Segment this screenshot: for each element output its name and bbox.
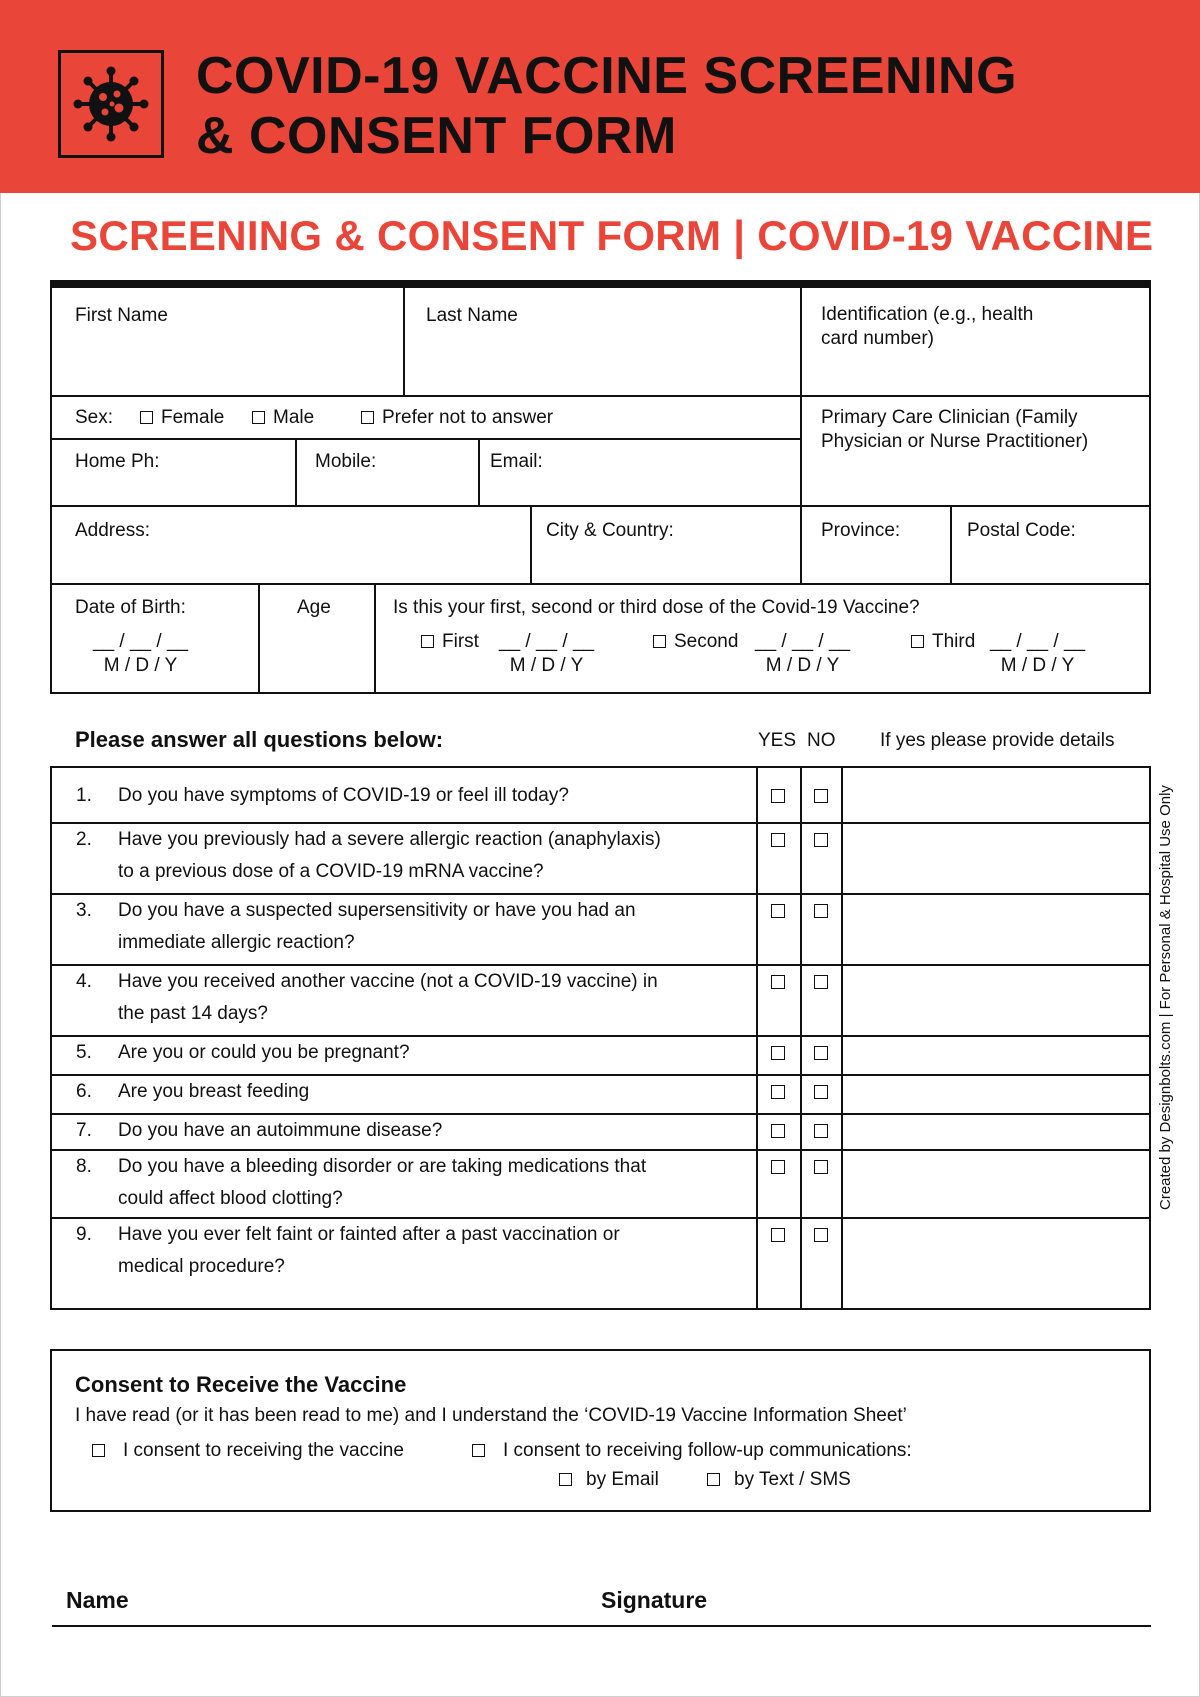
grid-line [50,505,1151,507]
grid-line [50,395,1151,397]
question-number: 1. [76,785,92,806]
sex-label: Sex: [75,407,114,428]
date-format: M / D / Y [103,655,178,676]
yes-checkbox[interactable] [771,1085,785,1099]
dose-third-checkbox[interactable] [911,635,924,648]
question-text-line1: Have you ever felt faint or fainted after a past vaccination or [118,1224,620,1245]
yes-checkbox[interactable] [771,833,785,847]
grid-line [258,583,260,692]
no-checkbox[interactable] [814,904,828,918]
grid-line [800,288,802,583]
sex-option-prefer-not[interactable] [361,406,553,430]
yes-checkbox[interactable] [771,1228,785,1242]
city-country-label: City & Country: [546,520,674,541]
grid-line [841,766,843,1310]
by-email-checkbox[interactable] [559,1473,572,1486]
sex-option-label: Male [273,407,315,428]
question-text-line1: Do you have a suspected supersensitivity or have you had an [118,900,636,921]
question-number: 2. [76,829,92,850]
grid-line [50,583,1151,585]
sex-option-label: Female [161,407,225,428]
grid-line [50,692,1151,694]
no-checkbox[interactable] [814,975,828,989]
consent-vaccine-label: I consent to receiving the vaccine [123,1440,404,1461]
no-checkbox[interactable] [814,1085,828,1099]
question-text-line2: the past 14 days? [118,1003,268,1024]
female-checkbox[interactable] [140,411,153,424]
logo [58,50,164,158]
primary-care-label-line2: Physician or Nurse Practitioner) [821,431,1089,452]
dose-third-option[interactable] [911,630,975,654]
question-number: 6. [76,1081,92,1102]
no-checkbox[interactable] [814,1160,828,1174]
primary-care-field[interactable] [802,456,1148,504]
dose-label: Third [932,631,976,652]
consent-vaccine-checkbox[interactable] [92,1444,105,1457]
no-checkbox[interactable] [814,1046,828,1060]
grid-line [50,1308,1151,1310]
dose-first-date[interactable] [499,630,594,678]
dob-date[interactable] [93,630,188,678]
email-label: Email: [490,451,543,472]
age-label: Age [297,597,331,618]
details-field[interactable] [844,1219,1148,1308]
yes-checkbox[interactable] [771,1124,785,1138]
dose-first-checkbox[interactable] [421,635,434,648]
question-text-line1: Are you or could you be pregnant? [118,1042,410,1063]
details-field[interactable] [844,1037,1148,1074]
first-name-label: First Name [75,305,168,326]
details-field[interactable] [844,1115,1148,1149]
details-field[interactable] [844,824,1148,893]
dose-first-option[interactable] [421,630,479,654]
question-text-line2: to a previous dose of a COVID-19 mRNA vaccine? [118,861,544,882]
date-blank: __ / __ / __ [93,631,189,652]
grid-line [1149,766,1151,1310]
consent-followup-option[interactable] [472,1439,912,1463]
dose-third-date[interactable] [990,630,1085,678]
question-text-line2: immediate allergic reaction? [118,932,355,953]
date-format: M / D / Y [509,655,584,676]
details-field[interactable] [844,1076,1148,1113]
consent-followup-label: I consent to receiving follow-up communications: [503,1440,912,1461]
question-text [118,1037,738,1069]
province-field[interactable] [802,545,948,581]
name-label: Name [66,1587,129,1613]
grid-line [1149,280,1151,694]
dose-label: Second [674,631,739,652]
question-number: 8. [76,1156,92,1177]
question-number: 5. [76,1042,92,1063]
no-checkbox[interactable] [814,789,828,803]
question-text [118,895,738,959]
dose-second-checkbox[interactable] [653,635,666,648]
question-text [118,1219,738,1283]
date-blank: __ / __ / __ [755,631,851,652]
question-text [118,1151,738,1215]
question-text-line1: Have you received another vaccine (not a COVID-19 vaccine) in [118,971,658,992]
details-field[interactable] [844,966,1148,1035]
question-text-line1: Do you have an autoimmune disease? [118,1120,443,1141]
home-phone-field[interactable] [160,442,293,502]
grid-line [800,766,802,1310]
grid-line [295,438,297,505]
male-checkbox[interactable] [252,411,265,424]
address-field[interactable] [52,545,528,581]
question-text [118,1115,738,1147]
dose-second-date[interactable] [755,630,850,678]
postal-code-field[interactable] [952,545,1148,581]
header-banner [0,0,1200,193]
question-text-line2: medical procedure? [118,1256,285,1277]
province-label: Province: [821,520,901,541]
sex-option-female[interactable] [140,406,224,430]
yes-checkbox[interactable] [771,975,785,989]
by-email-label: by Email [586,1469,659,1490]
question-number: 3. [76,900,92,921]
virus-icon [73,65,149,143]
question-text-line2: could affect blood clotting? [118,1188,343,1209]
sex-option-male[interactable] [252,406,314,430]
grid-line [756,766,758,1310]
question-number: 4. [76,971,92,992]
details-field[interactable] [844,1151,1148,1217]
no-checkbox[interactable] [814,1228,828,1242]
header-title-line2: & CONSENT FORM [196,107,677,165]
mobile-label: Mobile: [315,451,377,472]
question-text [118,1076,738,1108]
side-credit: Created by Designbolts.com | For Personal & Hospital Use Only [1157,785,1174,1210]
by-text-label: by Text / SMS [734,1469,851,1490]
last-name-field[interactable] [405,330,799,394]
identification-label-line1: Identification (e.g., health [821,304,1034,325]
yes-checkbox[interactable] [771,904,785,918]
age-field[interactable] [262,622,372,690]
details-field[interactable] [844,895,1148,964]
date-blank: __ / __ / __ [499,631,595,652]
yes-column-header: YES [758,730,797,751]
identification-label-line2: card number) [821,328,934,349]
no-checkbox[interactable] [814,1124,828,1138]
sex-option-label: Prefer not to answer [382,407,554,428]
primary-care-label-line1: Primary Care Clinician (Family [821,407,1078,428]
by-text-checkbox[interactable] [707,1473,720,1486]
name-signature-line[interactable] [52,1625,1151,1627]
details-column-header: If yes please provide details [880,730,1115,751]
consent-followup-checkbox[interactable] [472,1444,485,1457]
by-email-option[interactable] [559,1468,659,1492]
grid-line [50,438,801,440]
question-text-line1: Are you breast feeding [118,1081,310,1102]
question-text [118,824,738,888]
date-format: M / D / Y [765,655,840,676]
question-text [118,966,738,1030]
identification-field[interactable] [802,352,1148,394]
postal-code-label: Postal Code: [967,520,1076,541]
grid-line [374,583,376,692]
city-country-field[interactable] [532,545,798,581]
by-text-option[interactable] [707,1468,851,1492]
question-number: 7. [76,1120,92,1141]
questions-heading: Please answer all questions below: [75,727,444,752]
question-text-line1: Do you have a bleeding disorder or are taking medications that [118,1156,647,1177]
question-text-line1: Do you have symptoms of COVID-19 or feel ill today? [118,785,569,806]
consent-vaccine-option[interactable] [92,1439,404,1463]
grid-line [50,766,52,1310]
home-phone-label: Home Ph: [75,451,160,472]
table-top-bar [50,280,1151,288]
signature-label: Signature [601,1587,708,1613]
question-text-line1: Have you previously had a severe allergic reaction (anaphylaxis) [118,829,661,850]
header-title [196,46,1017,166]
address-label: Address: [75,520,150,541]
date-blank: __ / __ / __ [990,631,1086,652]
no-column-header: NO [807,730,836,751]
details-field[interactable] [844,768,1148,822]
yes-checkbox[interactable] [771,789,785,803]
question-text [118,780,738,812]
question-number: 9. [76,1224,92,1245]
yes-checkbox[interactable] [771,1160,785,1174]
dose-question: Is this your first, second or third dose of the Covid-19 Vaccine? [393,597,920,618]
mobile-field[interactable] [385,442,476,502]
grid-line [478,438,480,505]
consent-title: Consent to Receive the Vaccine [75,1372,407,1397]
dob-label: Date of Birth: [75,597,186,618]
consent-statement: I have read (or it has been read to me) and I understand the ‘COVID-19 Vaccine Information Sheet’ [75,1405,907,1426]
yes-checkbox[interactable] [771,1046,785,1060]
form-subtitle: SCREENING & CONSENT FORM | COVID-19 VACCINE [70,212,1154,259]
dose-label: First [442,631,479,652]
prefer-not-checkbox[interactable] [361,411,374,424]
date-format: M / D / Y [1000,655,1075,676]
first-name-field[interactable] [52,330,402,394]
header-title-line1: COVID-19 VACCINE SCREENING [196,47,1018,105]
dose-second-option[interactable] [653,630,738,654]
no-checkbox[interactable] [814,833,828,847]
last-name-label: Last Name [426,305,518,326]
email-field[interactable] [550,442,798,502]
